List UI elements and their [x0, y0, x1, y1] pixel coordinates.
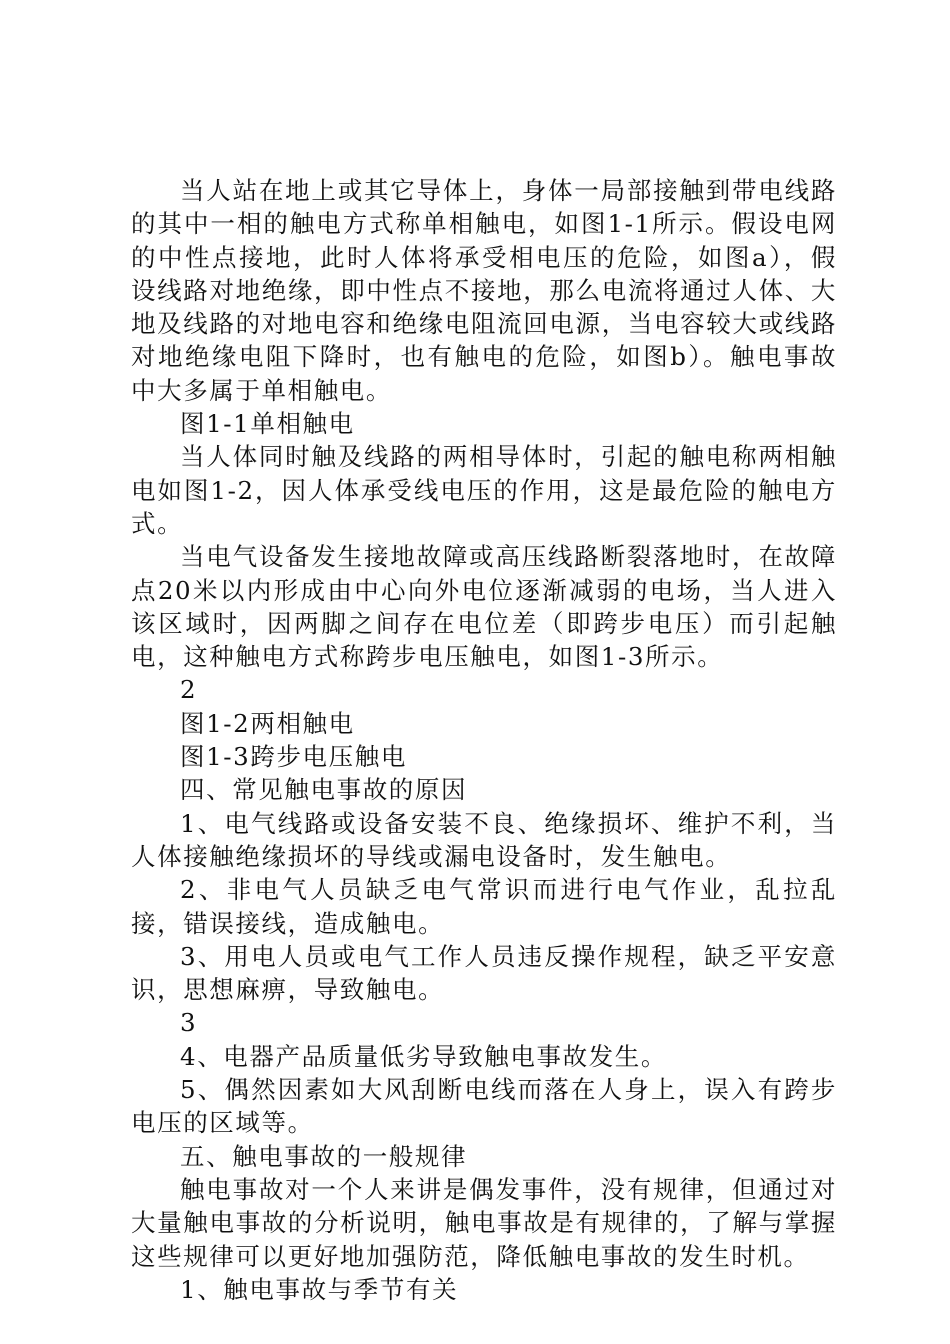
- paragraph-patterns-intro: 触电事故对一个人来讲是偶发事件，没有规律，但通过对大量触电事故的分析说明，触电事故是有规律的，了解与掌握这些规律可以更好地加强防范，降低触电事故的发生时机。: [131, 1174, 837, 1271]
- figure-caption-1-3: 图1-3跨步电压触电: [180, 742, 407, 772]
- page-number-3: 3: [180, 1008, 198, 1038]
- cause-item-2: 2、非电气人员缺乏电气常识而进行电气作业，乱拉乱接，错误接线，造成触电。: [131, 875, 837, 938]
- cause-item-3: 3、用电人员或电气工作人员违反操作规程，缺乏平安意识，思想麻痹，导致触电。: [131, 941, 837, 1005]
- cause-item-5: 5、偶然因素如大风刮断电线而落在人身上，误入有跨步电压的区域等。: [131, 1075, 837, 1138]
- pattern-item-1: 1、触电事故与季节有关: [180, 1274, 459, 1304]
- section-heading-patterns: 五、触电事故的一般规律: [180, 1141, 468, 1171]
- paragraph-single-phase-shock: 当人站在地上或其它导体上，身体一局部接触到带电线路的其中一相的触电方式称单相触电，如图1-1所示。假设电网的中性点接地，此时人体将承受相电压的危险，如图a），假设线路对地绝缘，即中性点不接地，那么电流将通过人体、大地及线路的对地电容和绝缘电阻流回电源，当电容较大或线路对地绝缘电阻下降时，也有触电的危险，如图b）。触电事故中大多属于单相触电。: [131, 176, 837, 405]
- figure-caption-1-1: 图1-1单相触电: [180, 409, 355, 439]
- cause-item-1: 1、电气线路或设备安装不良、绝缘损坏、维护不利，当人体接触绝缘损坏的导线或漏电设备时，发生触电。: [131, 808, 837, 871]
- cause-item-4: 4、电器产品质量低劣导致触电事故发生。: [180, 1041, 667, 1071]
- figure-caption-1-2: 图1-2两相触电: [180, 708, 355, 738]
- page-number-2: 2: [180, 675, 198, 705]
- document-body: [131, 174, 837, 1306]
- paragraph-two-phase-shock: 当人体同时触及线路的两相导体时，引起的触电称两相触电如图1-2，因人体承受线电压的作用，这是最危险的触电方式。: [131, 442, 837, 538]
- paragraph-step-voltage-shock: 当电气设备发生接地故障或高压线路断裂落地时，在故障点20米以内形成由中心向外电位逐渐减弱的电场，当人进入该区域时，因两脚之间存在电位差（即跨步电压）而引起触电，这种触电方式称跨步电压触电，如图1-3所示。: [131, 542, 837, 672]
- section-heading-causes: 四、常见触电事故的原因: [180, 775, 468, 805]
